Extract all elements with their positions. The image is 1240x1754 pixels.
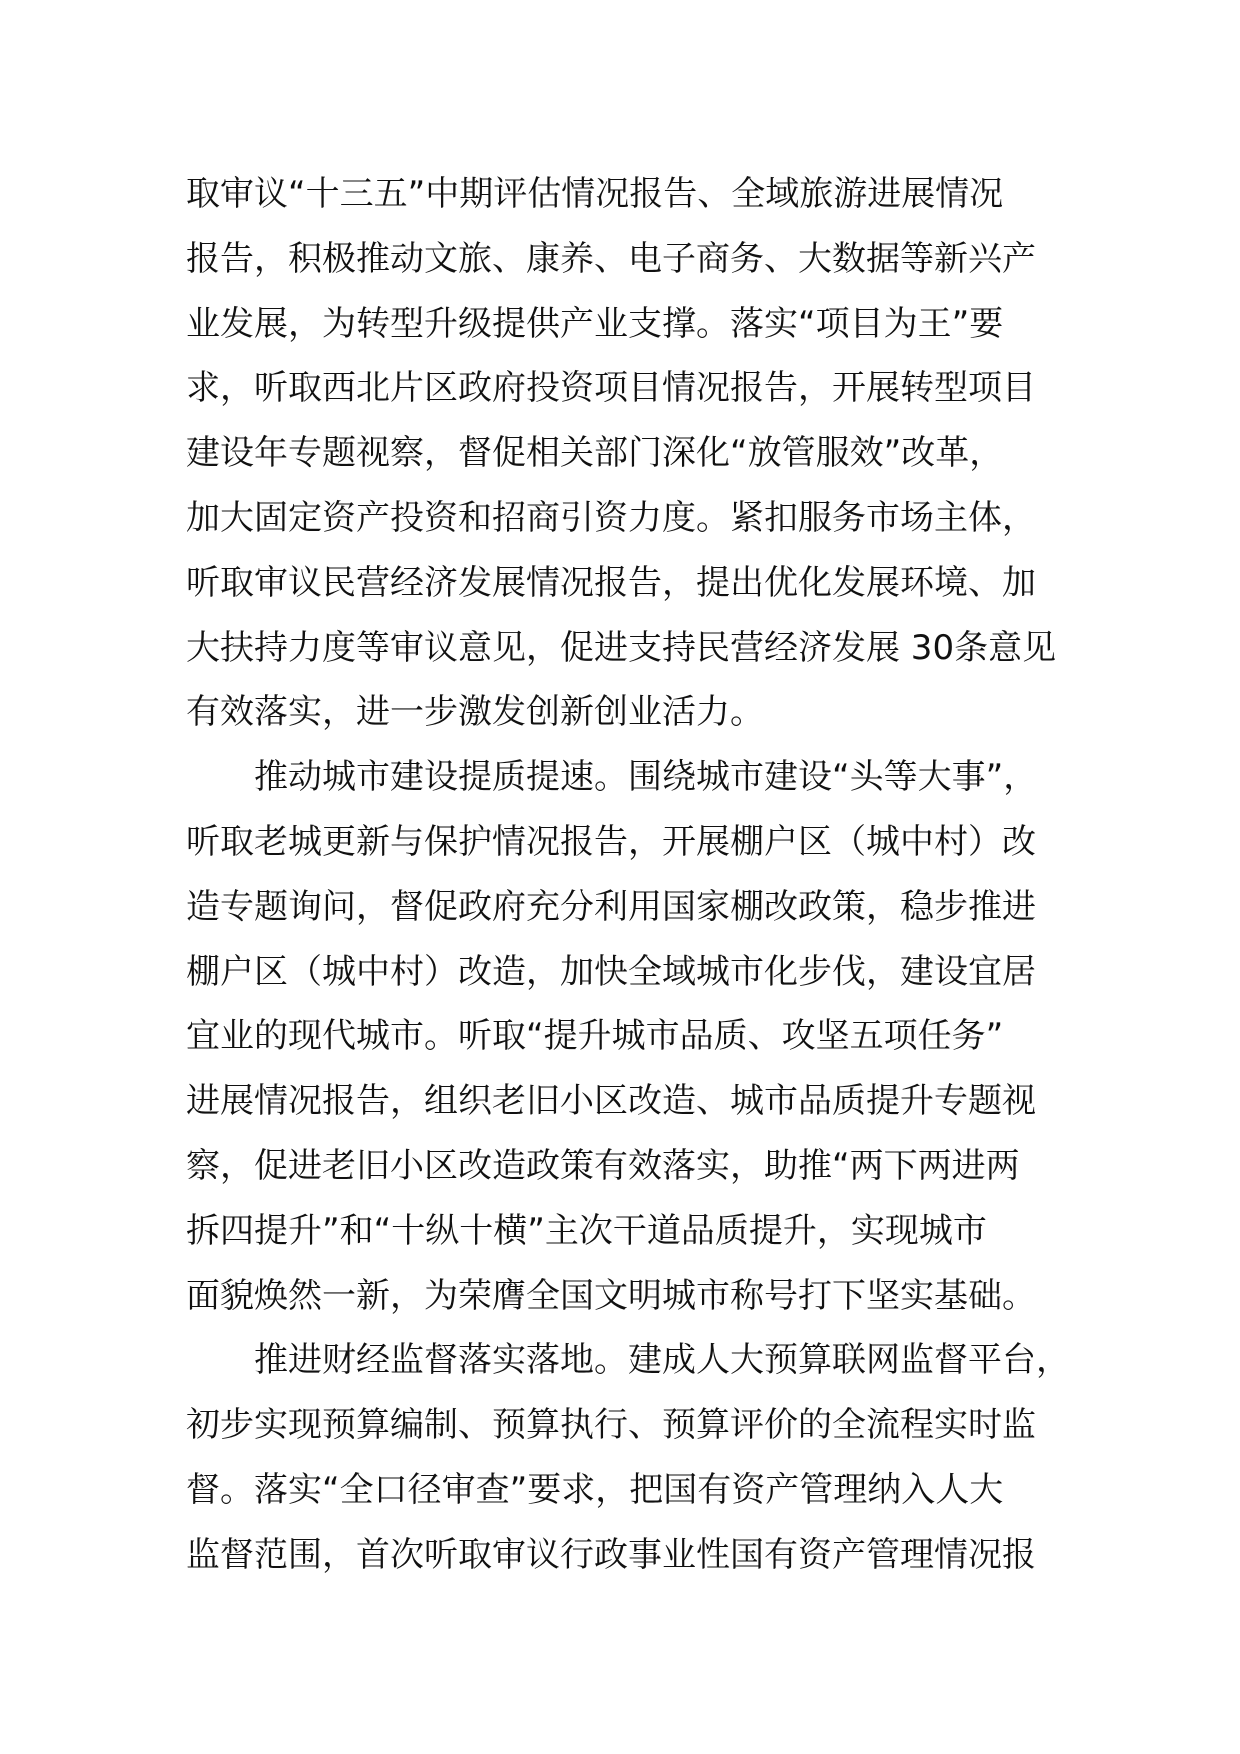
text-line: 有效落实，进一步激发创新创业活力。 [186,692,764,733]
text-line: 业发展，为转型升级提供产业支撑。落实“项目为王”要 [186,303,1004,344]
text-line: 进展情况报告，组织老旧小区改造、城市品质提升专题视 [186,1081,1036,1122]
text-line: 初步实现预算编制、预算执行、预算评价的全流程实时监 [186,1405,1036,1446]
text-line: 督。落实“全口径审查”要求，把国有资产管理纳入人大 [186,1469,1004,1510]
text-line: 听取审议民营经济发展情况报告，提出优化发展环境、加 [186,562,1036,603]
text-line: 报告，积极推动文旅、康养、电子商务、大数据等新兴产 [186,238,1036,279]
text-line: 察，促进老旧小区改造政策有效落实，助推“两下两进两 [186,1145,1020,1186]
text-line: 听取老城更新与保护情况报告，开展棚户区（城中村）改 [186,821,1036,862]
paragraph-first-line: 推动城市建设提质提速。围绕城市建设“头等大事”， [254,757,1038,798]
text-line: 棚户区（城中村）改造，加快全域城市化步伐，建设宜居 [186,951,1036,992]
text-line: 造专题询问，督促政府充分利用国家棚改政策，稳步推进 [186,886,1036,927]
text-line: 建设年专题视察，督促相关部门深化“放管服效”改革， [186,433,1004,474]
text-line: 取审议“十三五”中期评估情况报告、全域旅游进展情况 [186,174,1004,214]
text-line: 拆四提升”和“十纵十横”主次干道品质提升，实现城市 [186,1210,987,1251]
text-line: 大扶持力度等审议意见，促进支持民营经济发展 30条意见 [186,627,1057,668]
text-line: 加大固定资产投资和招商引资力度。紧扣服务市场主体， [186,497,1036,538]
text-line: 宜业的现代城市。听取“提升城市品质、攻坚五项任务” [186,1016,1004,1057]
paragraph-first-line: 推进财经监督落实落地。建成人大预算联网监督平台， [254,1340,1070,1381]
document-body [186,162,1076,1588]
text-line: 面貌焕然一新，为荣膺全国文明城市称号打下坚实基础。 [186,1275,1036,1316]
text-line: 监督范围，首次听取审议行政事业性国有资产管理情况报 [186,1534,1036,1575]
text-line: 求，听取西北片区政府投资项目情况报告，开展转型项目 [186,368,1036,409]
